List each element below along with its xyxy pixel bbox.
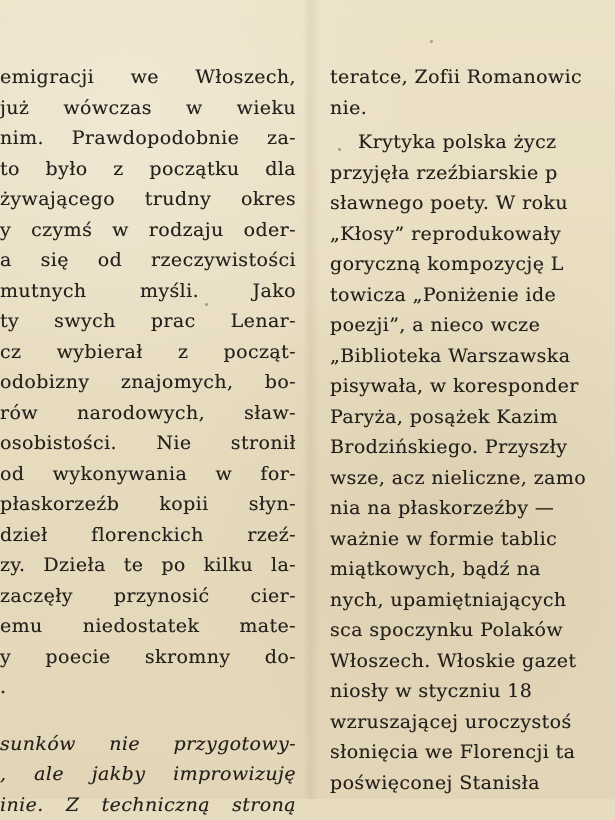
right-line-13: Brodzińskiego. Przyszły [330, 432, 615, 463]
left-line-21: . [0, 672, 296, 703]
left-line-23: sunków nie przygotowy- [0, 729, 296, 760]
right-text-column [330, 62, 615, 798]
right-line-20: Włoszech. Włoskie gazet [330, 646, 615, 677]
left-line-25: inie. Z techniczną stroną [0, 790, 296, 820]
right-line-22: wzruszającej uroczystoś [330, 707, 615, 738]
left-line-9: ty swych prac Lenar- [0, 306, 296, 337]
left-line-4: to było z początku dla [0, 154, 296, 185]
paper-speck [338, 148, 341, 151]
left-line-13: osobistości. Nie stronił [0, 428, 296, 459]
column-gutter [302, 0, 320, 799]
right-line-5: sławnego poety. W roku [330, 188, 615, 219]
left-line-16: dzieł florenckich rzeź- [0, 520, 296, 551]
right-line-3: Krytyka polska życz [330, 127, 615, 158]
left-line-11: odobizny znajomych, bo- [0, 367, 296, 398]
right-line-10: „Biblioteka Warszawska [330, 341, 615, 372]
right-line-18: nych, upamiętniających [330, 585, 615, 616]
right-line-24: poświęconej Stanisła [330, 768, 615, 799]
paper-speck [430, 40, 433, 43]
left-line-7: a się od rzeczywistości [0, 245, 296, 276]
left-line-14: od wykonywania w for- [0, 459, 296, 490]
left-line-6: y czymś w rodzaju oder- [0, 215, 296, 246]
right-line-11: pisywała, w koresponder [330, 371, 615, 402]
paper-speck [205, 303, 208, 306]
right-line-21: niosły w styczniu 18 [330, 676, 615, 707]
left-line-3: nim. Prawdopodobnie za- [0, 123, 296, 154]
right-line-16: ważnie w formie tablic [330, 524, 615, 555]
left-line-5: żywającego trudny okres [0, 184, 296, 215]
right-line-12: Paryża, posążek Kazim [330, 402, 615, 433]
left-text-column [0, 62, 296, 820]
right-line-9: poezji”, a nieco wcze [330, 310, 615, 341]
right-line-19: sca spoczynku Polaków [330, 615, 615, 646]
right-line-8: towicza „Poniżenie ide [330, 280, 615, 311]
right-line-14: wsze, acz nieliczne, zamo [330, 463, 615, 494]
left-line-19: emu niedostatek mate- [0, 611, 296, 642]
right-line-4: przyjęła rzeźbiarskie p [330, 158, 615, 189]
right-line-15: nia na płaskorzeźby — [330, 493, 615, 524]
left-line-10: cz wybierał z począt- [0, 337, 296, 368]
left-line-2: już wówczas w wieku [0, 93, 296, 124]
left-blank-line [0, 703, 296, 729]
right-line-17: miątkowych, bądź na [330, 554, 615, 585]
right-line-1: teratce, Zofii Romanowic [330, 62, 615, 93]
left-line-18: zaczęły przynosić cier- [0, 581, 296, 612]
left-line-20: y poecie skromny do- [0, 642, 296, 673]
left-line-17: zy. Dzieła te po kilku la- [0, 550, 296, 581]
left-line-1: emigracji we Włoszech, [0, 62, 296, 93]
right-line-23: słonięcia we Florencji ta [330, 737, 615, 768]
right-line-6: „Kłosy” reprodukowały [330, 219, 615, 250]
left-line-8: mutnych myśli. Jako [0, 276, 296, 307]
left-line-24: , ale jakby improwizuję [0, 759, 296, 790]
left-line-12: rów narodowych, sław- [0, 398, 296, 429]
left-line-15: płaskorzeźb kopii słyn- [0, 489, 296, 520]
right-line-7: goryczną kompozycję L [330, 249, 615, 280]
right-line-2: nie. [330, 93, 615, 124]
